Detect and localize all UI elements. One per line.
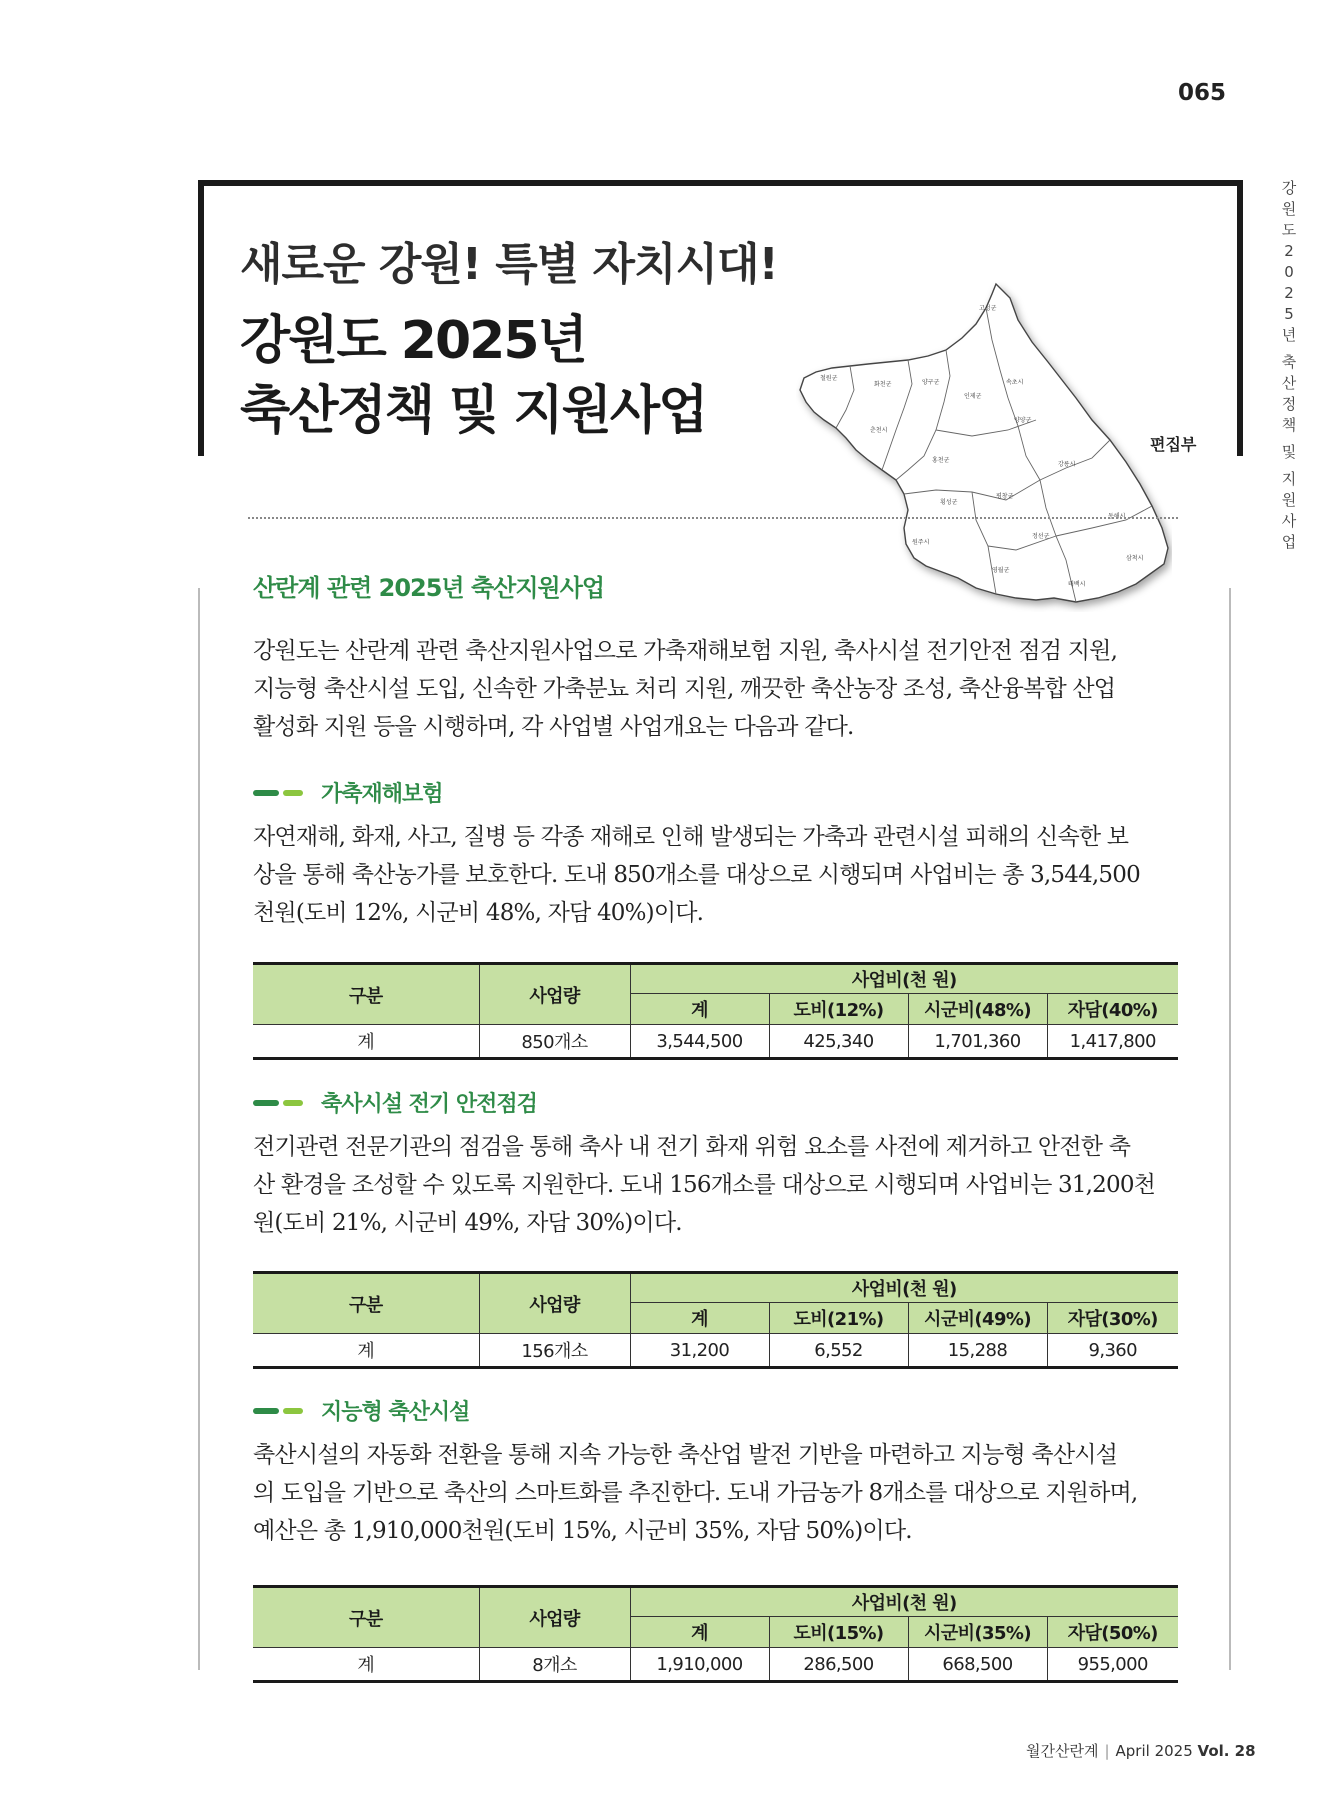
table-header-amount: 사업량 (479, 1273, 630, 1334)
page-title-line-1: 강원도 2025년 (240, 311, 586, 371)
table-row (253, 1648, 1178, 1682)
table-row (253, 1334, 1178, 1368)
frame-line-right (1229, 588, 1231, 1670)
map-label: 인제군 (964, 393, 982, 400)
author: 편집부 (1150, 435, 1197, 454)
map-label: 강릉시 (1058, 461, 1076, 468)
table-header-cost: 사업비(천 원) (630, 1587, 1178, 1617)
table-cell: 31,200 (630, 1334, 769, 1368)
table-cell: 계 (253, 1648, 479, 1682)
map-label: 춘천시 (870, 427, 888, 434)
table-subheader-self: 자담(50%) (1047, 1617, 1178, 1648)
subtitle: 새로운 강원! 특별 자치시대! (240, 239, 778, 290)
subheading-electrical-safety: 축사시설 전기 안전점검 (253, 1087, 537, 1118)
map-label: 양구군 (922, 379, 940, 386)
page-number: 065 (1178, 80, 1227, 106)
table-subheader-city: 시군비(48%) (908, 994, 1047, 1025)
table-subheader-province: 도비(12%) (769, 994, 908, 1025)
table-cell: 9,360 (1047, 1334, 1178, 1368)
table-cell: 425,340 (769, 1025, 908, 1059)
section-heading: 산란계 관련 2025년 축산지원사업 (253, 574, 605, 602)
table-cell: 286,500 (769, 1648, 908, 1682)
smart-facility-paragraph: 축산시설의 자동화 전환을 통해 지속 가능한 축산업 발전 기반을 마련하고 지능형 축산시설 의 도입을 기반으로 축산의 스마트화를 추진한다. 도내 가금농가 8개소를 대상으로 지원하며, 예산은 총 1,910,000천원(도비 15%, 시군비 35%, 자담 50%)이다. (253, 1442, 1138, 1544)
table-cell: 계 (253, 1025, 479, 1059)
table-header-amount: 사업량 (479, 964, 630, 1025)
livestock-insurance-paragraph: 자연재해, 화재, 사고, 질병 등 각종 재해로 인해 발생되는 가축과 관련시설 피해의 신속한 보 상을 통해 축산농가를 보호한다. 도내 850개소를 대상으로 시행되며 사업비는 총 3,544,500 천원(도비 12%, 시군비 48%, 자담 40%)이다. (253, 824, 1140, 926)
subheading-bar-icon (253, 790, 303, 796)
table-header-cost: 사업비(천 원) (630, 1273, 1178, 1303)
table-cell: 1,910,000 (630, 1648, 769, 1682)
table-subheader-province: 도비(21%) (769, 1303, 908, 1334)
table-subheader-total: 계 (630, 1303, 769, 1334)
map-label: 영월군 (992, 567, 1010, 574)
footer-magazine: 월간산란계 (1026, 1742, 1099, 1760)
table-cell: 1,417,800 (1047, 1025, 1178, 1059)
intro-paragraph: 강원도는 산란계 관련 축산지원사업으로 가축재해보험 지원, 축사시설 전기안전 점검 지원, 지능형 축산시설 도입, 신속한 가축분뇨 처리 지원, 깨끗한 축산농장 조성, 축산융복합 산업 활성화 지원 등을 시행하며, 각 사업별 사업개요는 다음과 같다. (253, 638, 1118, 740)
electrical-safety-table (253, 1271, 1178, 1369)
map-label: 홍천군 (932, 457, 950, 464)
map-label: 화천군 (874, 381, 892, 388)
table-cell: 계 (253, 1334, 479, 1368)
page-title-line-2: 축산정책 및 지원사업 (240, 381, 707, 441)
map-label: 동해시 (1108, 513, 1126, 520)
table-subheader-self: 자담(30%) (1047, 1303, 1178, 1334)
table-cell: 15,288 (908, 1334, 1047, 1368)
table-subheader-city: 시군비(49%) (908, 1303, 1047, 1334)
footer-volume: Vol. 28 (1197, 1742, 1256, 1760)
table-subheader-city: 시군비(35%) (908, 1617, 1047, 1648)
table-subheader-total: 계 (630, 994, 769, 1025)
frame-line-left (198, 588, 200, 1670)
table-cell: 668,500 (908, 1648, 1047, 1682)
subheading-bar-icon (253, 1408, 303, 1414)
map-label: 정선군 (1032, 533, 1050, 540)
table-cell: 955,000 (1047, 1648, 1178, 1682)
map-label: 횡성군 (940, 499, 958, 506)
map-label: 삼척시 (1126, 555, 1144, 562)
table-header-gubun: 구분 (253, 964, 479, 1025)
footer: 월간산란계 | April 2025 Vol. 28 (1026, 1742, 1256, 1760)
subheading-bar-icon (253, 1100, 303, 1106)
table-header-gubun: 구분 (253, 1587, 479, 1648)
subheading-livestock-insurance: 가축재해보험 (253, 777, 443, 808)
map-label: 양양군 (1014, 417, 1032, 424)
table-cell: 1,701,360 (908, 1025, 1047, 1059)
livestock-insurance-table (253, 962, 1178, 1060)
table-cell: 156개소 (479, 1334, 630, 1368)
electrical-safety-paragraph: 전기관련 전문기관의 점검을 통해 축사 내 전기 화재 위험 요소를 사전에 제거하고 안전한 축 산 환경을 조성할 수 있도록 지원한다. 도내 156개소를 대상으로 시행되며 사업비는 31,200천 원(도비 21%, 시군비 49%, 자담 30%)이다. (253, 1134, 1156, 1236)
table-subheader-province: 도비(15%) (769, 1617, 908, 1648)
table-cell: 850개소 (479, 1025, 630, 1059)
subheading-smart-facility: 지능형 축산시설 (253, 1395, 469, 1426)
table-header-cost: 사업비(천 원) (630, 964, 1178, 994)
table-subheader-self: 자담(40%) (1047, 994, 1178, 1025)
table-cell: 6,552 (769, 1334, 908, 1368)
page-title (240, 306, 706, 446)
footer-issue: April 2025 (1115, 1742, 1193, 1760)
dotted-divider (248, 517, 1178, 519)
smart-facility-table (253, 1585, 1178, 1683)
map-label: 고성군 (979, 305, 997, 312)
map-label: 태백시 (1068, 581, 1086, 588)
gangwon-map (796, 280, 1172, 612)
map-label: 속초시 (1006, 379, 1024, 386)
map-label: 원주시 (912, 539, 930, 546)
table-header-amount: 사업량 (479, 1587, 630, 1648)
table-header-gubun: 구분 (253, 1273, 479, 1334)
map-label: 평창군 (996, 493, 1014, 500)
table-row (253, 1025, 1178, 1059)
map-label: 철원군 (820, 375, 838, 382)
table-cell: 8개소 (479, 1648, 630, 1682)
table-subheader-total: 계 (630, 1617, 769, 1648)
map-outline (800, 284, 1168, 602)
side-running-title: 강 원 도 2 0 2 5 년 축 산 정 책 및 지 원 사 업 (1281, 179, 1297, 551)
table-cell: 3,544,500 (630, 1025, 769, 1059)
